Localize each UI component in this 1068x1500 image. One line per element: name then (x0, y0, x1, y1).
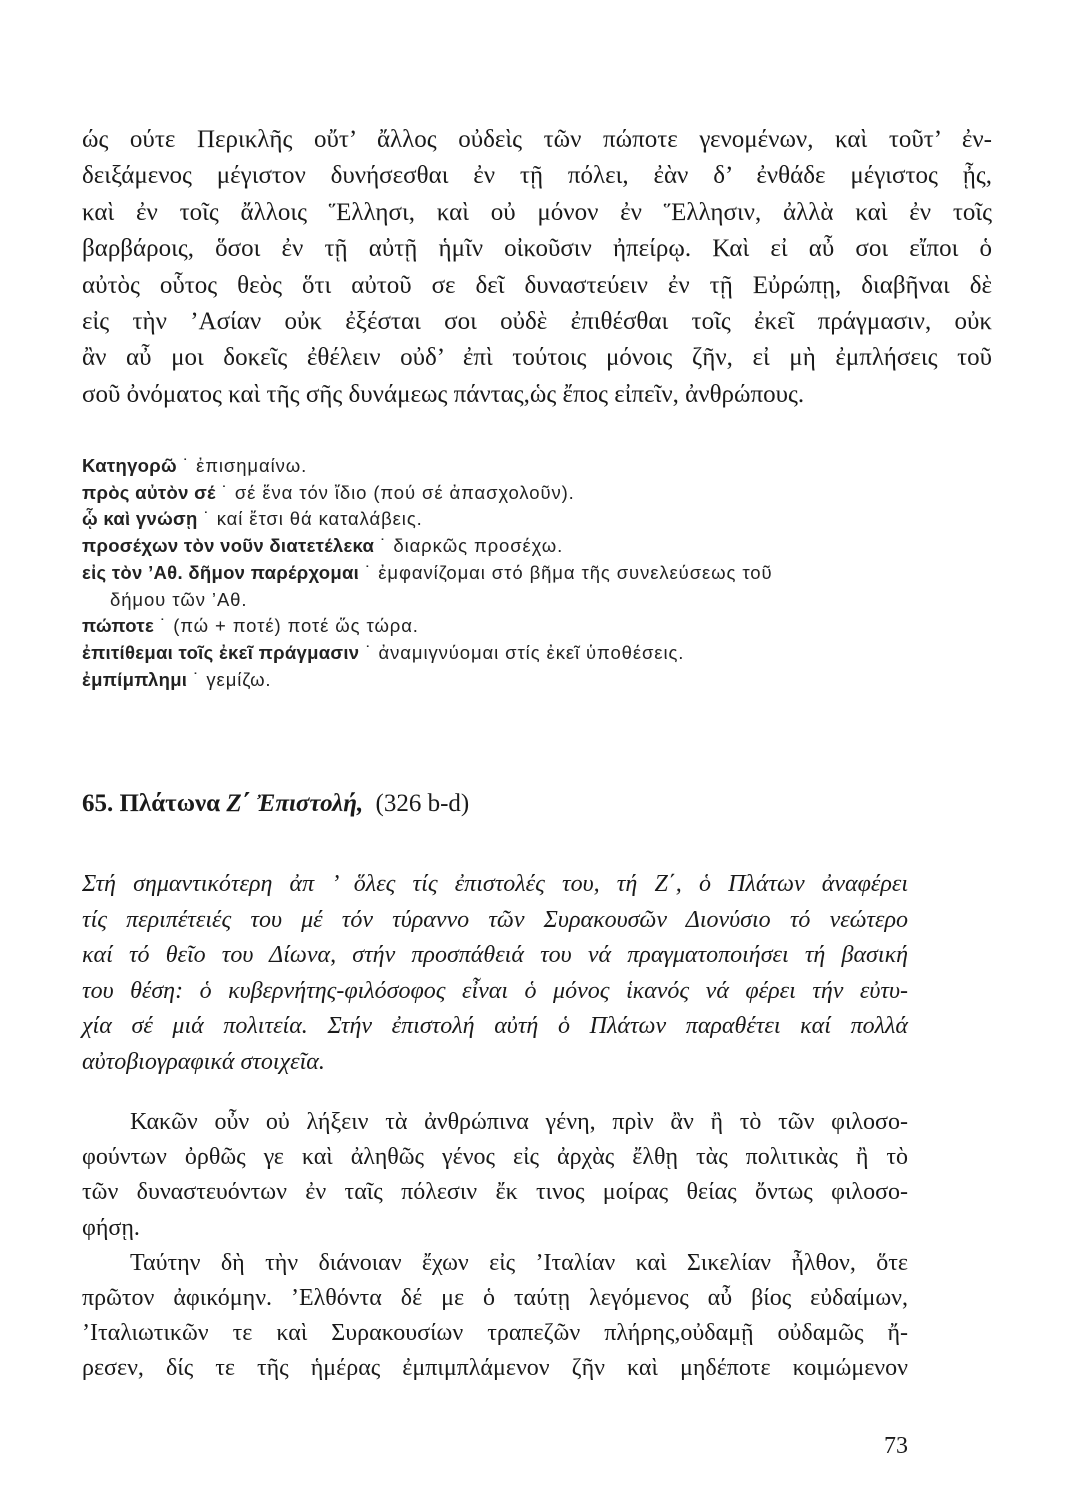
text-line: ώς ούτε Περικλῆς οὔτ’ ἄλλος οὐδεὶς τῶν πώποτε γενομένων, καὶ τοῦτ’ ἐν- (82, 126, 992, 153)
glossary-definition: ˙ γεμίζω. (193, 668, 272, 690)
glossary-definition: ˙ καί ἔτσι θά καταλάβεις. (203, 508, 423, 530)
glossary-definition: ˙ ἐμφανίζομαι στό βῆμα τῆς συνελεύσεως τοῦ (365, 561, 773, 583)
text-line: καί τό θεῖο του Δίωνα, στήν προσπάθειά του νά πραγματοποιήσει τή βασική (82, 942, 908, 968)
glossary-definition: δήμου τῶν ’Αθ. (110, 588, 248, 610)
glossary-entry (82, 533, 1012, 560)
glossary-entry (82, 667, 1012, 694)
glossary-term: ἐμπίμπλημι (82, 668, 188, 690)
glossary-term: Κατηγορῶ (82, 455, 177, 476)
text-line: πρῶτον ἀφικόμην. ’Ελθόντα δέ με ὁ ταύτῃ λεγόμενος αὖ βίος εὐδαίμων, (82, 1285, 908, 1312)
text-line: βαρβάροις, ὅσοι ἐν τῇ αὐτῇ ἡμῖν οἰκοῦσιν ἠπείρῳ. Καὶ εἰ αὖ σοι εἴποι ὁ (82, 235, 992, 263)
glossary-entry (82, 613, 1012, 640)
text-line: του θέση: ὁ κυβερνήτης-φιλόσοφος εἶναι ὁ μόνος ἱκανός νά φέρει τήν εὐτυ- (82, 977, 908, 1004)
text-line: φήσῃ. (82, 1214, 140, 1241)
glossary-term: πώποτε (82, 615, 155, 637)
greek-text-paragraph (82, 122, 992, 413)
text-line: ’Ιταλιωτικῶν τε καὶ Συρακουσίων τραπεζῶν πλήρης,οὐδαμῇ οὐδαμῶς ἤ- (82, 1320, 908, 1347)
glossary-term: ᾧ καὶ γνώσῃ (82, 508, 198, 530)
text-line: δειξάμενος μέγιστον δυνήσεσθαι ἐν τῇ πόλει, ἐὰν δ’ ἐνθάδε μέγιστος ᾖς, (82, 162, 992, 190)
text-line: σοῦ ὀνόματος καὶ τῆς σῆς δυνάμεως πάντας,ὡς ἔπος εἰπεῖν, ἀνθρώπους. (82, 380, 805, 408)
text-line: Κακῶν οὖν οὐ λήξειν τὰ ἀνθρώπινα γένη, πρὶν ἂν ἢ τὸ τῶν φιλοσο- (130, 1109, 908, 1135)
glossary-entry (82, 453, 1012, 480)
glossary-entry-continuation (82, 587, 1012, 614)
section-heading (82, 790, 469, 818)
glossary-definition: ˙ διαρκῶς προσέχω. (380, 535, 564, 557)
text-line: εἰς τὴν ’Ασίαν οὐκ ἐξέσται σοι οὐδὲ ἐπιθέσθαι τοῖς ἐκεῖ πράγμασιν, οὐκ (82, 308, 992, 336)
page-number: 73 (884, 1433, 908, 1459)
text-line: αὐτοβιογραφικά στοιχεῖα. (82, 1048, 325, 1075)
text-line: ἂν αὖ μοι δοκεῖς ἐθέλειν οὐδ’ ἐπὶ τούτοις μόνοις ζῆν, εἰ μὴ ἐμπλήσεις τοῦ (82, 344, 992, 372)
text-line: Στή σημαντικότερη ἀπ ’ ὅλες τίς ἐπιστολές του, τή Ζ΄, ὁ Πλάτων ἀναφέρει (82, 871, 908, 897)
section-title-italic: Ζ΄ Ἐπιστολή, (226, 790, 364, 817)
text-line: χία σέ μιά πολιτεία. Στήν ἐπιστολή αὐτή ὁ Πλάτων παραθέτει καί πολλά (82, 1013, 908, 1039)
text-line: ρεσεν, δίς τε τῆς ἡμέρας ἐμπιμπλάμενον ζῆν καὶ μηδέποτε κοιμώμενον (82, 1355, 908, 1382)
glossary-term: προσέχων τὸν νοῦν διατετέλεκα (82, 535, 375, 557)
glossary-entry (82, 640, 1012, 667)
section-title: Πλάτωνα (119, 790, 221, 817)
section-reference: (326 b-d) (375, 790, 470, 817)
glossary-term: ἐπιτίθεμαι τοῖς ἐκεῖ πράγμασιν (82, 641, 360, 663)
glossary-definition: ˙ ἀναμιγνύομαι στίς ἐκεῖ ὑποθέσεις. (365, 641, 685, 663)
glossary-definition: ˙ σέ ἕνα τόν ἴδιο (πού σέ ἀπασχολοῦν). (221, 481, 575, 503)
glossary-term: εἰς τὸν ’Αθ. δῆμον παρέρχομαι (82, 561, 360, 583)
intro-paragraph (82, 867, 908, 1080)
text-line: τίς περιπέτειές του μέ τόν τύραννο τῶν Συρακουσῶν Διονύσιο τό νεώτερο (82, 906, 908, 933)
text-line: αὐτὸς οὗτος θεὸς ὅτι αὐτοῦ σε δεῖ δυναστεύειν ἐν τῇ Εὐρώπῃ, διαβῆναι δὲ (82, 271, 992, 299)
glossary-term: πρὸς αὐτὸν σέ (82, 481, 216, 503)
glossary-definition: ˙ ἐπισημαίνω. (182, 455, 308, 476)
text-line: φούντων ὀρθῶς γε καὶ ἀληθῶς γένος εἰς ἀρχὰς ἔλθῃ τὰς πολιτικὰς ἢ τὸ (82, 1144, 908, 1171)
section-number: 65. (82, 790, 114, 817)
glossary-entry (82, 560, 1012, 587)
text-line: καὶ ἐν τοῖς ἄλλοις Ἕλλησι, καὶ οὐ μόνον ἐν Ἕλλησιν, ἀλλὰ καὶ ἐν τοῖς (82, 198, 992, 226)
glossary-definition: ˙ (πώ + ποτέ) ποτέ ὥς τώρα. (160, 615, 419, 637)
glossary-entry (82, 480, 1012, 507)
greek-text-paragraph (82, 1105, 908, 1387)
text-line: τῶν δυναστευόντων ἐν ταῖς πόλεσιν ἔκ τινος μοίρας θείας ὄντως φιλοσο- (82, 1179, 908, 1206)
glossary-entry (82, 506, 1012, 533)
text-line: Ταύτην δὴ τὴν διάνοιαν ἔχων εἰς ’Ιταλίαν καὶ Σικελίαν ἦλθον, ὅτε (130, 1249, 908, 1276)
glossary (82, 453, 1012, 693)
